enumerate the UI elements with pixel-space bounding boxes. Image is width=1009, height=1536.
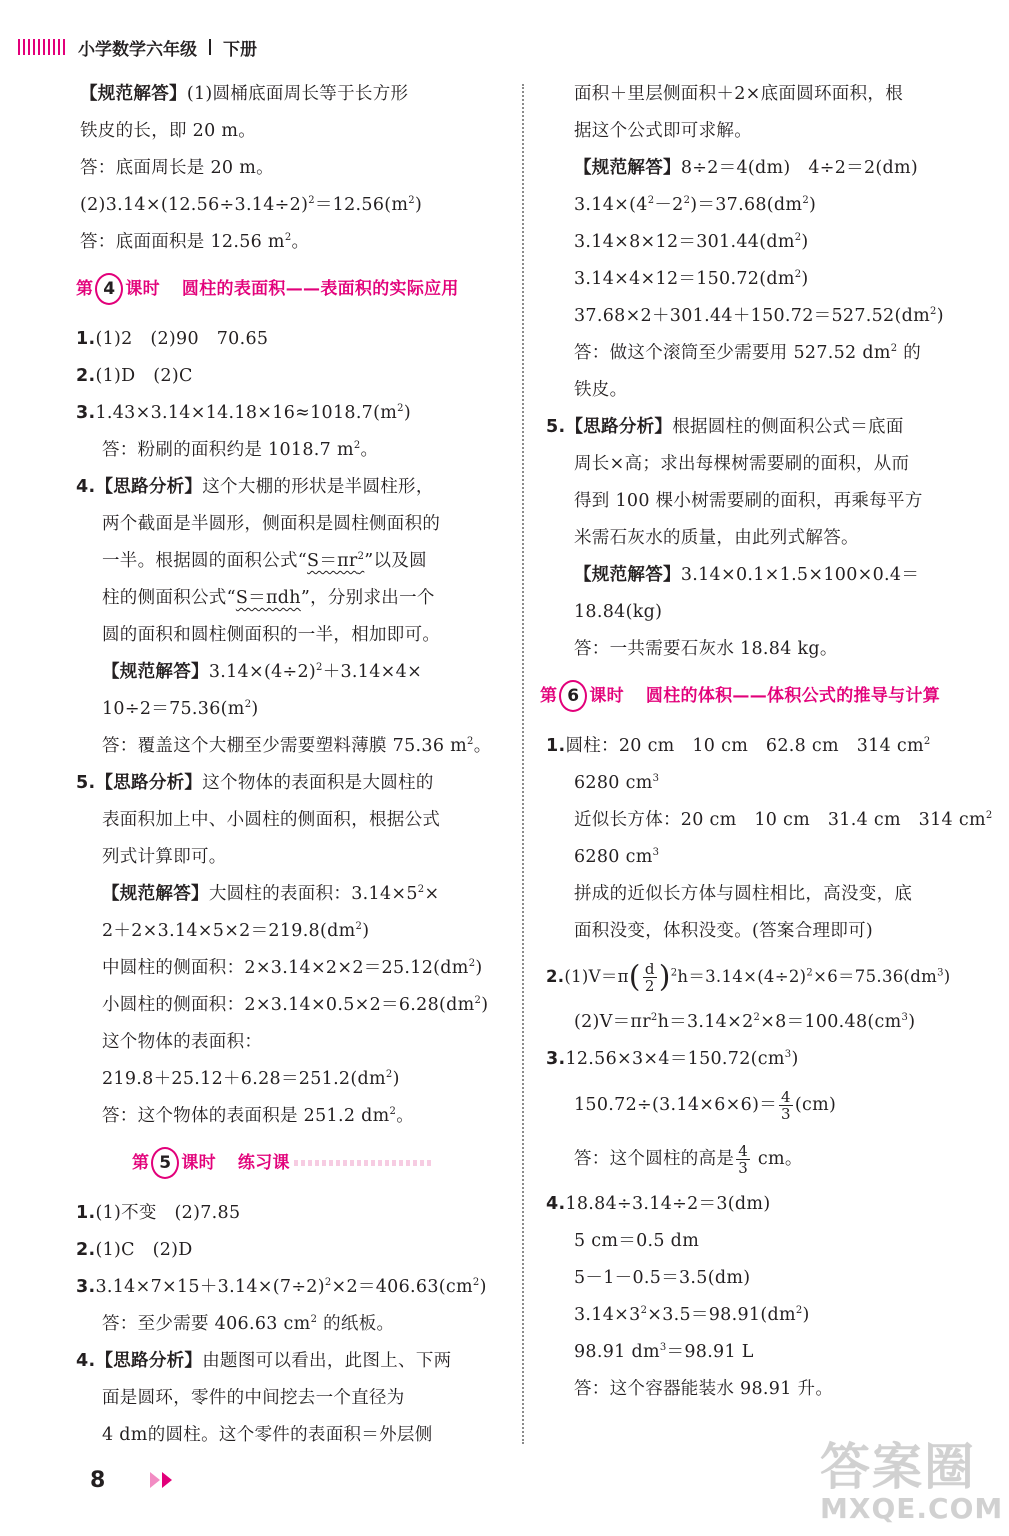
- sup: 2: [794, 232, 802, 244]
- answer-line: [546, 1297, 986, 1334]
- denominator: 2: [644, 977, 655, 995]
- text: 拼成的近似长方体与圆柱相比，高没变，底: [574, 884, 913, 904]
- lesson-title: 圆柱的表面积——表面积的实际应用: [181, 279, 459, 299]
- text: 3.14×4×12＝150.72(dm: [574, 269, 795, 289]
- sup: 2: [397, 403, 404, 415]
- text: 周长×高；求出每棵树需要刷的面积，从而: [574, 454, 910, 474]
- text-line: [546, 446, 986, 483]
- text: cm。: [752, 1149, 803, 1169]
- header-separator: [209, 39, 211, 55]
- text: 3.14×8×12＝301.44(dm: [574, 232, 795, 252]
- answer-line: [546, 150, 986, 187]
- sup: 2: [890, 343, 898, 355]
- text: 的纸板。: [317, 1314, 395, 1334]
- text: 答：至少需要 406.63 cm: [102, 1314, 311, 1334]
- answer-line: [76, 728, 516, 765]
- lesson-di: 第: [132, 1153, 150, 1173]
- text: 得到 100 棵小树需要刷的面积，再乘每平方: [574, 491, 923, 511]
- answer-line: [546, 765, 986, 802]
- question-2: [76, 358, 516, 395]
- text: 答：做这个滚筒至少需要用 527.52 dm: [574, 343, 891, 363]
- sup: 3: [652, 847, 660, 859]
- denominator: 3: [781, 1105, 791, 1123]
- question-number: 4.: [76, 1351, 96, 1371]
- lesson-title: 练习课: [237, 1153, 290, 1173]
- sup: 2: [683, 195, 691, 207]
- text: 答：这个圆柱的高是: [574, 1149, 735, 1169]
- text: 列式计算即可。: [102, 847, 227, 867]
- sup: 2: [408, 195, 415, 207]
- text: ): [362, 921, 370, 941]
- sup: 2: [670, 967, 678, 979]
- text: ＝98.91 L: [666, 1342, 754, 1362]
- numerator: 4: [781, 1088, 791, 1106]
- text: 2＋2×3.14×5×2＝219.8(dm: [102, 921, 356, 941]
- text-line: [76, 543, 516, 580]
- question-number: 1.: [76, 1203, 96, 1223]
- sup: 3: [652, 773, 660, 785]
- answer-tag: 【规范解答】: [574, 565, 681, 585]
- answer-line: [76, 1061, 516, 1098]
- question-1: [76, 321, 516, 358]
- text: 这个物体的表面积是大圆柱的: [202, 773, 434, 793]
- answer-line: [76, 1306, 516, 1343]
- sup: 2: [647, 195, 655, 207]
- question-number: 1.: [546, 736, 566, 756]
- text: 据这个公式即可求解。: [574, 121, 752, 141]
- text: 3.14×3: [574, 1305, 641, 1325]
- text: ): [481, 995, 489, 1015]
- left-column: [76, 76, 516, 1454]
- question-number: 3.: [76, 1277, 96, 1297]
- text-line: [546, 113, 986, 150]
- text: 1.43×3.14×14.18×16≈1018.7(m: [95, 403, 398, 423]
- answer-line: [546, 594, 986, 631]
- answer-line: [546, 1371, 986, 1408]
- text: 面积＋里层侧面积＋2×底面圆环面积，根: [574, 84, 903, 104]
- denominator: 3: [738, 1159, 749, 1177]
- text: 18.84÷3.14÷2＝3(dm): [565, 1194, 771, 1214]
- text: 答：底面周长是 20 m。: [80, 158, 274, 178]
- question-number: 2.: [76, 366, 96, 386]
- sup: 2: [385, 1069, 393, 1081]
- text: ＋3.14×4×: [322, 662, 423, 682]
- sup: 2: [923, 736, 931, 748]
- text: 6280 cm: [574, 773, 653, 793]
- question-5: [76, 765, 516, 802]
- answer-line: [76, 950, 516, 987]
- answer-line: [546, 1223, 986, 1260]
- text: 中圆柱的侧面积：2×3.14×2×2＝25.12(dm: [102, 958, 469, 978]
- answer-line: [546, 631, 986, 668]
- text: ＝12.56(m: [314, 195, 409, 215]
- text: 圆的面积和圆柱侧面积的一半，相加即可。: [102, 625, 441, 645]
- text: 8÷2＝4(dm) 4÷2＝2(dm): [680, 158, 919, 178]
- sup: 2: [244, 699, 252, 711]
- sup: 2: [308, 195, 315, 207]
- text: ): [414, 195, 423, 215]
- text: 。: [396, 1106, 415, 1126]
- text: (1)D (2)C: [95, 366, 193, 386]
- answer-line: [546, 1004, 986, 1041]
- answer-line: [546, 187, 986, 224]
- text: ×8＝100.48(cm: [760, 1012, 902, 1032]
- sup: 2: [355, 921, 363, 933]
- question-1: [76, 1195, 516, 1232]
- sup: 2: [985, 810, 993, 822]
- right-column: [540, 76, 993, 1408]
- text: 3.14×(4÷2): [208, 662, 317, 682]
- answer-tag: 【规范解答】: [574, 158, 681, 178]
- analysis-tag: 【思路分析】: [565, 417, 673, 437]
- text: 150.72÷(3.14×6×6)＝: [574, 1095, 778, 1115]
- answer-tag: 【规范解答】: [102, 662, 209, 682]
- question-3: [76, 1269, 516, 1306]
- text: ×: [424, 884, 440, 904]
- sup: 2: [802, 195, 810, 207]
- answer-line: [76, 691, 516, 728]
- question-number: 3.: [76, 403, 96, 423]
- text: ): [403, 403, 411, 423]
- text: )＝37.68(dm: [690, 195, 803, 215]
- text: ×3.5＝98.91(dm: [647, 1305, 796, 1325]
- text: ×6＝75.36(dm: [813, 967, 938, 986]
- text: (cm): [794, 1095, 837, 1115]
- answer-line: [546, 1132, 986, 1186]
- analysis-tag: 【思路分析】: [95, 773, 203, 793]
- answer-line: [546, 876, 986, 913]
- lesson-number: 4: [95, 273, 123, 305]
- text: ”，分别求出一个: [300, 588, 435, 608]
- text-line: [546, 483, 986, 520]
- lesson-heading-6: [540, 674, 986, 718]
- lesson-number: 6: [559, 680, 587, 712]
- text: ): [936, 306, 944, 326]
- analysis-tag: 【思路分析】: [95, 1351, 203, 1371]
- text: ×2＝406.63(cm: [331, 1277, 473, 1297]
- text: 近似长方体：20 cm 10 cm 31.4 cm 314 cm: [574, 810, 986, 830]
- text: 根据圆柱的侧面积公式＝底面: [672, 417, 904, 437]
- sup: 2: [284, 232, 292, 244]
- sup: 2: [467, 736, 474, 748]
- lesson-di: 第: [76, 279, 94, 299]
- answer-line: [546, 557, 986, 594]
- formula-circle-area: [307, 551, 364, 571]
- text: (1)2 (2)90 70.65: [95, 329, 269, 349]
- text: 37.68×2＋301.44＋150.72＝527.52(dm: [574, 306, 931, 326]
- text: 这个大棚的形状是半圆柱形，: [202, 477, 434, 497]
- watermark-url: MXQE.COM: [820, 1492, 1004, 1525]
- text: h＝3.14×(4÷2): [677, 967, 807, 986]
- text-line: [76, 1417, 516, 1454]
- text: ”以及圆: [364, 551, 427, 571]
- text: 5 cm＝0.5 dm: [574, 1231, 700, 1251]
- text: 10÷2＝75.36(m: [102, 699, 245, 719]
- text: ): [392, 1069, 400, 1089]
- text: (1)V＝π: [564, 967, 629, 986]
- answer-line: [76, 150, 516, 187]
- sup: 2: [357, 551, 365, 563]
- text: ): [801, 269, 809, 289]
- text: ): [809, 195, 817, 215]
- text-line: [76, 802, 516, 839]
- text: (1)圆桶底面周长等于长方形: [186, 84, 409, 104]
- text: 铁皮。: [574, 380, 628, 400]
- text: 4 dm的圆柱。这个零件的表面积＝外层侧: [102, 1425, 433, 1445]
- watermark-logo: [820, 1438, 1004, 1530]
- text: 。: [291, 232, 310, 252]
- paren: ): [658, 959, 671, 995]
- text: 小圆柱的侧面积：2×3.14×0.5×2＝6.28(dm: [102, 995, 475, 1015]
- watermark-text: 答案圈: [820, 1438, 976, 1496]
- question-4: [546, 1186, 986, 1223]
- fraction-4-over-3: [736, 1143, 750, 1176]
- sup: 2: [417, 884, 425, 896]
- sup: 2: [324, 1277, 332, 1289]
- text: 5－1－0.5＝3.5(dm): [574, 1268, 751, 1288]
- text: 答：覆盖这个大棚至少需要塑料薄膜 75.36 m: [102, 736, 468, 756]
- question-number: 2.: [546, 967, 565, 986]
- sup: 2: [930, 306, 937, 318]
- analysis-tag: 【思路分析】: [95, 477, 203, 497]
- answer-line: [546, 913, 986, 950]
- text: ): [802, 1305, 810, 1325]
- text: (2)3.14×(12.56÷3.14÷2): [80, 195, 309, 215]
- lesson-heading-5: [76, 1141, 516, 1185]
- text: 圆柱：20 cm 10 cm 62.8 cm 314 cm: [565, 736, 924, 756]
- text: ): [251, 699, 259, 719]
- answer-line: [546, 335, 986, 372]
- text: 6280 cm: [574, 847, 653, 867]
- text: 12.56×3×4＝150.72(cm: [565, 1049, 785, 1069]
- question-5: [546, 409, 986, 446]
- answer-line: [546, 261, 986, 298]
- sup: 3: [784, 1049, 792, 1061]
- question-number: 3.: [546, 1049, 566, 1069]
- text: 219.8＋25.12＋6.28＝251.2(dm: [102, 1069, 386, 1089]
- page-arrows-icon: [150, 1472, 172, 1488]
- text: 。: [360, 440, 379, 460]
- question-number: 4.: [76, 477, 96, 497]
- text: 由题图可以看出，此图上、下两: [202, 1351, 452, 1371]
- sup: 2: [794, 269, 802, 281]
- text-line: [76, 506, 516, 543]
- answer-tag: 【规范解答】: [80, 84, 187, 104]
- question-4: [76, 1343, 516, 1380]
- sup: 2: [650, 1012, 658, 1024]
- text-line: [76, 1380, 516, 1417]
- text: 表面积加上中、小圆柱的侧面积，根据公式: [102, 810, 441, 830]
- text: 3.14×0.1×1.5×100×0.4＝: [680, 565, 920, 585]
- faint-subtitle-decoration: [294, 1160, 434, 1166]
- text: 答：这个物体的表面积是 251.2 dm: [102, 1106, 390, 1126]
- sup: 2: [640, 1305, 648, 1317]
- question-number: 5.: [76, 773, 96, 793]
- text-line: [76, 839, 516, 876]
- answer-line: [76, 76, 516, 113]
- text: ): [801, 232, 809, 252]
- column-divider: [522, 84, 524, 1444]
- text: 两个截面是半圆形，侧面积是圆柱侧面积的: [102, 514, 441, 534]
- sup: 3: [659, 1342, 667, 1354]
- answer-line: [76, 1098, 516, 1135]
- text: h＝3.14×2: [657, 1012, 754, 1032]
- sup: 2: [316, 662, 323, 674]
- question-number: 4.: [546, 1194, 566, 1214]
- text-line: [76, 617, 516, 654]
- lesson-number: 5: [151, 1147, 179, 1179]
- lesson-heading-4: [76, 267, 516, 311]
- lesson-ke: 课时: [181, 1153, 216, 1173]
- sup: 2: [753, 1012, 761, 1024]
- answer-line: [76, 876, 516, 913]
- text: 这个物体的表面积：: [102, 1032, 263, 1052]
- answer-line: [546, 298, 986, 335]
- lesson-ke: 课时: [125, 279, 160, 299]
- text: 大圆柱的表面积：3.14×5: [208, 884, 418, 904]
- page-number: 8: [90, 1468, 106, 1493]
- text: S＝πr: [307, 551, 358, 571]
- answer-line: [76, 654, 516, 691]
- answer-line: [76, 1024, 516, 1061]
- question-2: [76, 1232, 516, 1269]
- question-3: [546, 1041, 986, 1078]
- answer-line: [76, 113, 516, 150]
- sup: 3: [901, 1012, 909, 1024]
- sup: 2: [472, 1277, 480, 1289]
- answer-line: [546, 224, 986, 261]
- header-volume: 下册: [223, 39, 257, 60]
- text: ): [908, 1012, 916, 1032]
- fraction-d-over-2: [643, 961, 657, 994]
- sup: 2: [389, 1106, 397, 1118]
- text: 米需石灰水的质量，由此列式解答。: [574, 528, 859, 548]
- lesson-title: 圆柱的体积——体积公式的推导与计算: [645, 686, 941, 706]
- text: (1)不变 (2)7.85: [95, 1203, 241, 1223]
- header-stripes-icon: [18, 39, 68, 55]
- text: 3.14×(4: [574, 195, 648, 215]
- answer-line: [546, 372, 986, 409]
- text: 面是圆环，零件的中间挖去一个直径为: [102, 1388, 405, 1408]
- answer-line: [546, 1078, 986, 1132]
- text: 答：这个容器能装水 98.91 升。: [574, 1379, 834, 1399]
- numerator: 4: [738, 1142, 749, 1160]
- text: 。: [473, 736, 492, 756]
- sup: 2: [795, 1305, 803, 1317]
- answer-line: [76, 187, 516, 224]
- text: 面积没变，体积没变。(答案合理即可): [574, 921, 874, 941]
- formula-lateral-area: S＝πdh: [235, 588, 301, 608]
- lesson-ke: 课时: [589, 686, 624, 706]
- text: 答：一共需要石灰水 18.84 kg。: [574, 639, 838, 659]
- text-line: [76, 580, 516, 617]
- fraction-4-over-3: [779, 1089, 793, 1122]
- header-subject: 小学数学六年级: [78, 39, 197, 60]
- answer-line: [546, 839, 986, 876]
- lesson-di: 第: [540, 686, 558, 706]
- text: －2: [654, 195, 684, 215]
- text-line: [546, 76, 986, 113]
- sup: 3: [937, 967, 944, 979]
- text: ): [479, 1277, 487, 1297]
- text: 铁皮的长，即 20 m。: [80, 121, 257, 141]
- sup: 2: [310, 1314, 318, 1326]
- answer-line: [76, 913, 516, 950]
- text: ): [943, 967, 951, 986]
- question-2: [546, 950, 986, 1004]
- answer-line: [546, 1334, 986, 1371]
- answer-line: [76, 987, 516, 1024]
- text: 一半。根据圆的面积公式“: [102, 551, 308, 571]
- sup: 2: [353, 440, 361, 452]
- question-4: [76, 469, 516, 506]
- answer-line: [546, 802, 993, 839]
- text: 答：粉刷的面积约是 1018.7 m: [102, 440, 354, 460]
- numerator: d: [644, 960, 655, 978]
- question-3: [76, 395, 516, 432]
- sup: 2: [468, 958, 476, 970]
- page-header: [18, 36, 257, 58]
- question-1: [546, 728, 986, 765]
- text: 18.84(kg): [574, 602, 663, 622]
- paren: (: [628, 959, 641, 995]
- text: ): [791, 1049, 799, 1069]
- sup: 2: [806, 967, 814, 979]
- answer-line: [76, 432, 516, 469]
- text: 3.14×7×15＋3.14×(7÷2): [95, 1277, 325, 1297]
- answer-line: [76, 224, 516, 261]
- answer-line: [546, 1260, 986, 1297]
- question-number: 1.: [76, 329, 96, 349]
- question-number: 5.: [546, 417, 566, 437]
- text: 柱的侧面积公式“: [102, 588, 236, 608]
- question-number: 2.: [76, 1240, 96, 1260]
- text: (2)V＝πr: [574, 1012, 651, 1032]
- text: 答：底面面积是 12.56 m: [80, 232, 285, 252]
- text: ): [475, 958, 483, 978]
- text: (1)C (2)D: [95, 1240, 193, 1260]
- text: 98.91 dm: [574, 1342, 660, 1362]
- sup: 2: [474, 995, 482, 1007]
- text-line: [546, 520, 986, 557]
- answer-tag: 【规范解答】: [102, 884, 209, 904]
- text: 的: [897, 343, 922, 363]
